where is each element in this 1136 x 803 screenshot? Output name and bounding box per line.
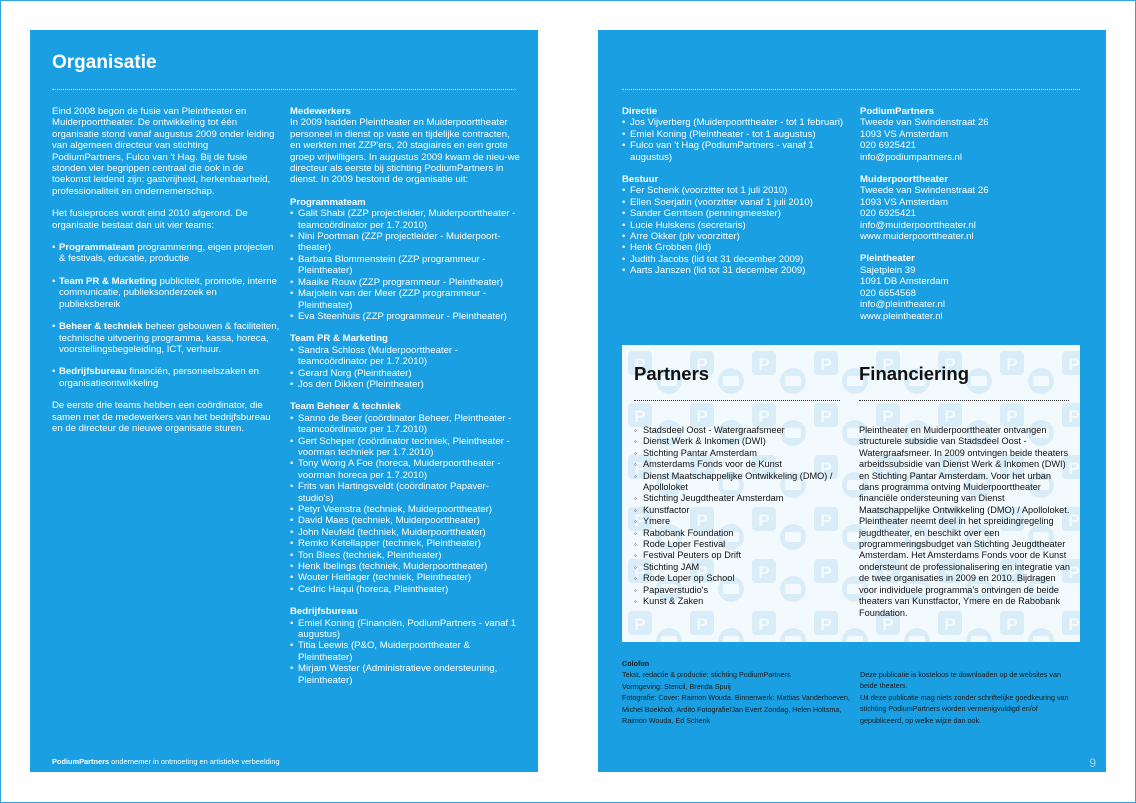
team-name: Beheer & techniek: [59, 321, 143, 333]
directie-item: • Emiel Koning (Pleintheater - tot 1 augustus): [622, 129, 852, 140]
partner-item: ◦ Dienst Maatschappelijke Ontwikkeling (DMO) / Apolloloket: [634, 471, 846, 494]
staff-member: • Marjolein van der Meer (ZZP programmeur - Pleintheater): [290, 288, 522, 311]
partner-item: ◦ Stichting Pantar Amsterdam: [634, 448, 846, 459]
staff-group-heading: Bedrijfsbureau: [290, 606, 358, 618]
staff-group-heading: Team Beheer & techniek: [290, 401, 401, 413]
address-line: www.muiderpoorttheater.nl: [860, 231, 974, 243]
address-line: Sajetplein 39: [860, 264, 916, 276]
process-paragraph: Het fusieproces wordt eind 2010 afgerond. De organisatie bestaat dan uit vier teams:: [52, 208, 248, 231]
partner-item: ◦ Amsterdams Fonds voor de Kunst: [634, 459, 846, 470]
bestuur-heading: Bestuur: [622, 174, 659, 186]
staff-member: • Remko Ketellapper (techniek, Pleintheater): [290, 538, 522, 549]
right-column: [290, 106, 522, 686]
staff-groups: [290, 197, 522, 686]
staff-member: • Eva Steenhuis (ZZP programmeur - Pleintheater): [290, 311, 522, 322]
staff-member: • Cedric Haqui (horeca, Pleintheater): [290, 584, 522, 595]
staff-member: • Ton Blees (techniek, Pleintheater): [290, 550, 522, 561]
partner-item: ◦ Ymere: [634, 516, 846, 527]
staff-member: • Henk Ibelings (techniek, Muiderpoorttheater): [290, 561, 522, 572]
staff-member: • Petyr Veenstra (techniek, Muiderpoorttheater): [290, 504, 522, 515]
directie-item: • Jos Vijverberg (Muiderpoorttheater - tot 1 februari): [622, 117, 852, 128]
address-line: 020 6654568: [860, 287, 917, 299]
address-line: 020 6925421: [860, 140, 917, 152]
address-block: [860, 174, 1086, 242]
staff-member: • Gerard Norg (Pleintheater): [290, 368, 522, 379]
financiering-column: [859, 425, 1071, 619]
financiering-paragraph: Pleintheater en Muiderpoorttheater ontvangen structurele subsidie van Stadsdeel Oost - Watergraafsmeer. In 2009 ontvingen beide theaters arbeidssubsidie van Dienst Werk & Inkomen (DWI) en Stichting Pantar Amsterdam. Voor het urban dans programma ontving Muiderpoorttheater financiële ondersteuning van Dienst Maatschappelijke Ontwikkeling (DMO) / Apolloloket. Pleintheater neemt deel in het spreidingregeling jeugdtheater, en beschikt over een programmeringsbudget van Stichting Jeugdtheater Amsterdam. Het Amsterdams Fonds voor de Kunst ondersteunt de professionalisering en integratie van de twee organisaties in 2009 en 2010. Bijdragen voor individuele programma's ontvingen de beide theaters van Kunstfactor, Ymere en de Rabobank Foundation.: [859, 425, 1070, 618]
partner-item: ◦ Papaverstudio's: [634, 585, 846, 596]
address-line: 1091 DB Amsterdam: [860, 276, 949, 288]
footer-tagline: [52, 757, 280, 766]
staff-member: • Barbara Blommenstein (ZZP programmeur - Pleintheater): [290, 254, 522, 277]
page-title: Organisatie: [52, 52, 157, 73]
staff-member: • Mirjam Wester (Administratieve ondersteuning, Pleintheater): [290, 663, 522, 686]
address-line: www.pleintheater.nl: [860, 310, 943, 322]
colofon-line: Tekst, redactie & productie: stichting PodiumPartners: [622, 670, 791, 680]
staff-list: [290, 618, 522, 686]
bestuur-item: • Fer Schenk (voorzitter tot 1 juli 2010): [622, 185, 852, 196]
bestuur-item: • Judith Jacobs (lid tot 31 december 2009): [622, 254, 852, 265]
colofon-line: Vormgeving: Stencil, Brenda Spuij: [622, 681, 731, 691]
left-page: [30, 30, 538, 772]
colofon-line: Uit deze publicatie mag niets zonder schriftelijke goedkeuring van stichting PodiumPartners worden vermenigvuldigd en/of gepubliceerd, op welke wijze dan ook.: [860, 692, 1069, 725]
partners-divider: [634, 400, 840, 401]
team-description: publiciteit, promotie, interne communicatie, publieksonderzoek en publieksbereik: [59, 275, 277, 310]
partners-list: [634, 425, 846, 608]
colofon-line: Fotografie: Cover: Raimon Wouda. Binnenwerk: Mattias Vanderhoeven, Michel Boekholt, Ardito Fotografie/Jan Evert Zondag, Helen Holtsma, Raimon Wouda, Ed Schenk: [622, 693, 850, 726]
partner-item: ◦ Kunst & Zaken: [634, 596, 846, 607]
intro-paragraph: Eind 2008 begon de fusie van Pleintheater en Muiderpoorttheater. De ontwikkeling tot één organisatie stond vanaf augustus 2009 onder leiding van algemeen directeur van stichting PodiumPartners, Fulco van 't Hag. Bij de fusie stonden vier begrippen centraal die ook in de toekomst leidend zijn: gastvrijheid, herkenbaarheid, professionaliteit en ondernemerschap.: [52, 106, 275, 197]
right-page: [598, 30, 1106, 772]
colofon-right: [860, 669, 1074, 726]
address-line: info@muiderpoorttheater.nl: [860, 219, 976, 231]
staff-list: [290, 345, 522, 391]
directie-list: [622, 117, 852, 163]
address-line: 1093 VS Amsterdam: [860, 196, 948, 208]
partner-item: ◦ Stichting JAM: [634, 562, 846, 573]
staff-member: • Maaike Rouw (ZZP programmeur - Pleintheater): [290, 277, 522, 288]
team-item: [52, 366, 280, 389]
staff-group-heading: Programmateam: [290, 196, 366, 208]
footer-brand: PodiumPartners: [52, 757, 110, 766]
staff-member: • Sanno de Beer (coördinator Beheer, Pleintheater - teamcoördinator per 1.7.2010): [290, 413, 522, 436]
partner-item: ◦ Rabobank Foundation: [634, 528, 846, 539]
address-name: Pleintheater: [860, 253, 915, 265]
team-description: financiën, personeelszaken en organisatieontwikkeling: [59, 366, 259, 389]
staff-member: • David Maes (techniek, Muiderpoorttheater): [290, 515, 522, 526]
address-line: info@podiumpartners.nl: [860, 151, 962, 163]
colofon-left: [622, 658, 852, 726]
staff-member: • Wouter Heitlager (techniek, Pleintheater): [290, 572, 522, 583]
bestuur-item: • Henk Grobben (lid): [622, 242, 852, 253]
address-line: info@pleintheater.nl: [860, 299, 945, 311]
team-name: Bedrijfsbureau: [59, 366, 127, 378]
page-number: 9: [1089, 756, 1096, 770]
staff-member: • Nini Poortman (ZZP projectleider - Muiderpoort-theater): [290, 231, 522, 254]
staff-member: • Titia Leewis (P&O, Muiderpoorttheater & Pleintheater): [290, 640, 522, 663]
team-description: programmering, eigen projecten & festivals, educatie, productie: [59, 242, 274, 265]
address-line: Tweede van Swindenstraat 26: [860, 117, 989, 129]
staff-group-heading: Team PR & Marketing: [290, 333, 388, 345]
teams-list: [52, 242, 280, 389]
staff-member: • Sandra Schloss (Muiderpoorttheater - teamcoördinator per 1.7.2010): [290, 345, 522, 368]
address-block: [860, 253, 1086, 321]
colofon-line: Deze publicatie is kosteloos te downloaden op de websites van beide theaters.: [860, 670, 1061, 691]
partner-item: ◦ Stichting Jeugdtheater Amsterdam: [634, 493, 846, 504]
staff-list: [290, 208, 522, 322]
colofon-credits: [622, 669, 852, 726]
addresses-column: [860, 106, 1086, 322]
team-item: [52, 276, 280, 310]
footer-text: ondernemer in ontmoeting en artistieke verbeelding: [109, 757, 280, 766]
address-name: PodiumPartners: [860, 106, 935, 117]
address-line: 020 6925421: [860, 208, 917, 220]
staff-list: [290, 413, 522, 596]
staff-member: • Frits van Hartingsveldt (coördinator Papaver-studio's): [290, 481, 522, 504]
bestuur-list: [622, 185, 852, 276]
staff-member: • Galit Shabi (ZZP projectleider, Muiderpoorttheater - teamcoördinator per 1.7.2010): [290, 208, 522, 231]
financiering-heading: Financiering: [859, 363, 969, 384]
staff-member: • Gert Scheper (coördinator techniek, Pleintheater - voorman techniek per 1.7.2010): [290, 436, 522, 459]
bestuur-item: • Arre Okker (plv voorzitter): [622, 231, 852, 242]
directie-heading: Directie: [622, 106, 658, 117]
address-name: Muiderpoorttheater: [860, 174, 948, 186]
partners-financing-panel: [622, 345, 1080, 642]
bestuur-item: • Sander Gerritsen (penningmeester): [622, 208, 852, 219]
partner-item: ◦ Dienst Werk & Inkomen (DWI): [634, 436, 846, 447]
bestuur-item: • Lucie Huiskens (secretaris): [622, 220, 852, 231]
partners-heading: Partners: [634, 363, 710, 384]
closing-paragraph: De eerste drie teams hebben een coördinator, die samen met de medewerkers van het bedrijfsbureau en de directeur de nieuwe organisatie sturen.: [52, 400, 271, 434]
partners-column: [634, 425, 846, 608]
partner-item: ◦ Festival Peuters op Drift: [634, 550, 846, 561]
medewerkers-heading: Medewerkers: [290, 106, 351, 117]
team-description: beheer gebouwen & faciliteiten, technische uitvoering programma, kassa, horeca, voorstellingsbegeleiding, ICT, verhuur.: [59, 321, 280, 355]
title-divider: [52, 89, 516, 90]
staff-member: • John Neufeld (techniek, Muiderpoorttheater): [290, 527, 522, 538]
left-column: [52, 106, 280, 434]
partner-item: ◦ Kunstfactor: [634, 505, 846, 516]
bestuur-item: • Aarts Janszen (lid tot 31 december 2009): [622, 265, 852, 276]
partner-item: ◦ Rode Loper Festival: [634, 539, 846, 550]
staff-member: • Tony Wong A Foe (horeca, Muiderpoorttheater - voorman horeca per 1.7.2010): [290, 458, 522, 481]
colofon-heading: Colofon: [622, 659, 650, 668]
address-block: [860, 106, 1086, 163]
partner-item: ◦ Rode Loper op School: [634, 573, 846, 584]
address-line: Tweede van Swindenstraat 26: [860, 185, 989, 197]
medewerkers-paragraph: In 2009 hadden Pleintheater en Muiderpoorttheater personeel in dienst op vaste en tijdelijke contracten, en werkten met ZZP'ers, 20 stagiaires en een grote groep vrijwilligers. In augustus 2009 kwam de nieu-we directeur als eerste bij stichting PodiumPartners in dienst. In 2009 bestond de organisatie uit:: [290, 117, 520, 186]
staff-member: • Jos den Dikken (Pleintheater): [290, 379, 522, 390]
board-column: [622, 106, 852, 277]
team-name: Programmateam: [59, 242, 135, 254]
team-item: [52, 321, 280, 355]
directie-item: • Fulco van 't Hag (PodiumPartners - vanaf 1 augustus): [622, 140, 852, 163]
team-name: Team PR & Marketing: [59, 275, 157, 287]
team-item: [52, 242, 280, 265]
financiering-divider: [859, 400, 1069, 401]
partner-item: ◦ Stadsdeel Oost - Watergraafsmeer: [634, 425, 846, 436]
address-line: 1093 VS Amsterdam: [860, 128, 948, 140]
top-divider: [622, 89, 1080, 90]
staff-member: • Emiel Koning (Financiën, PodiumPartners - vanaf 1 augustus): [290, 618, 522, 641]
bestuur-item: • Ellen Soerjatin (voorzitter vanaf 1 juli 2010): [622, 197, 852, 208]
